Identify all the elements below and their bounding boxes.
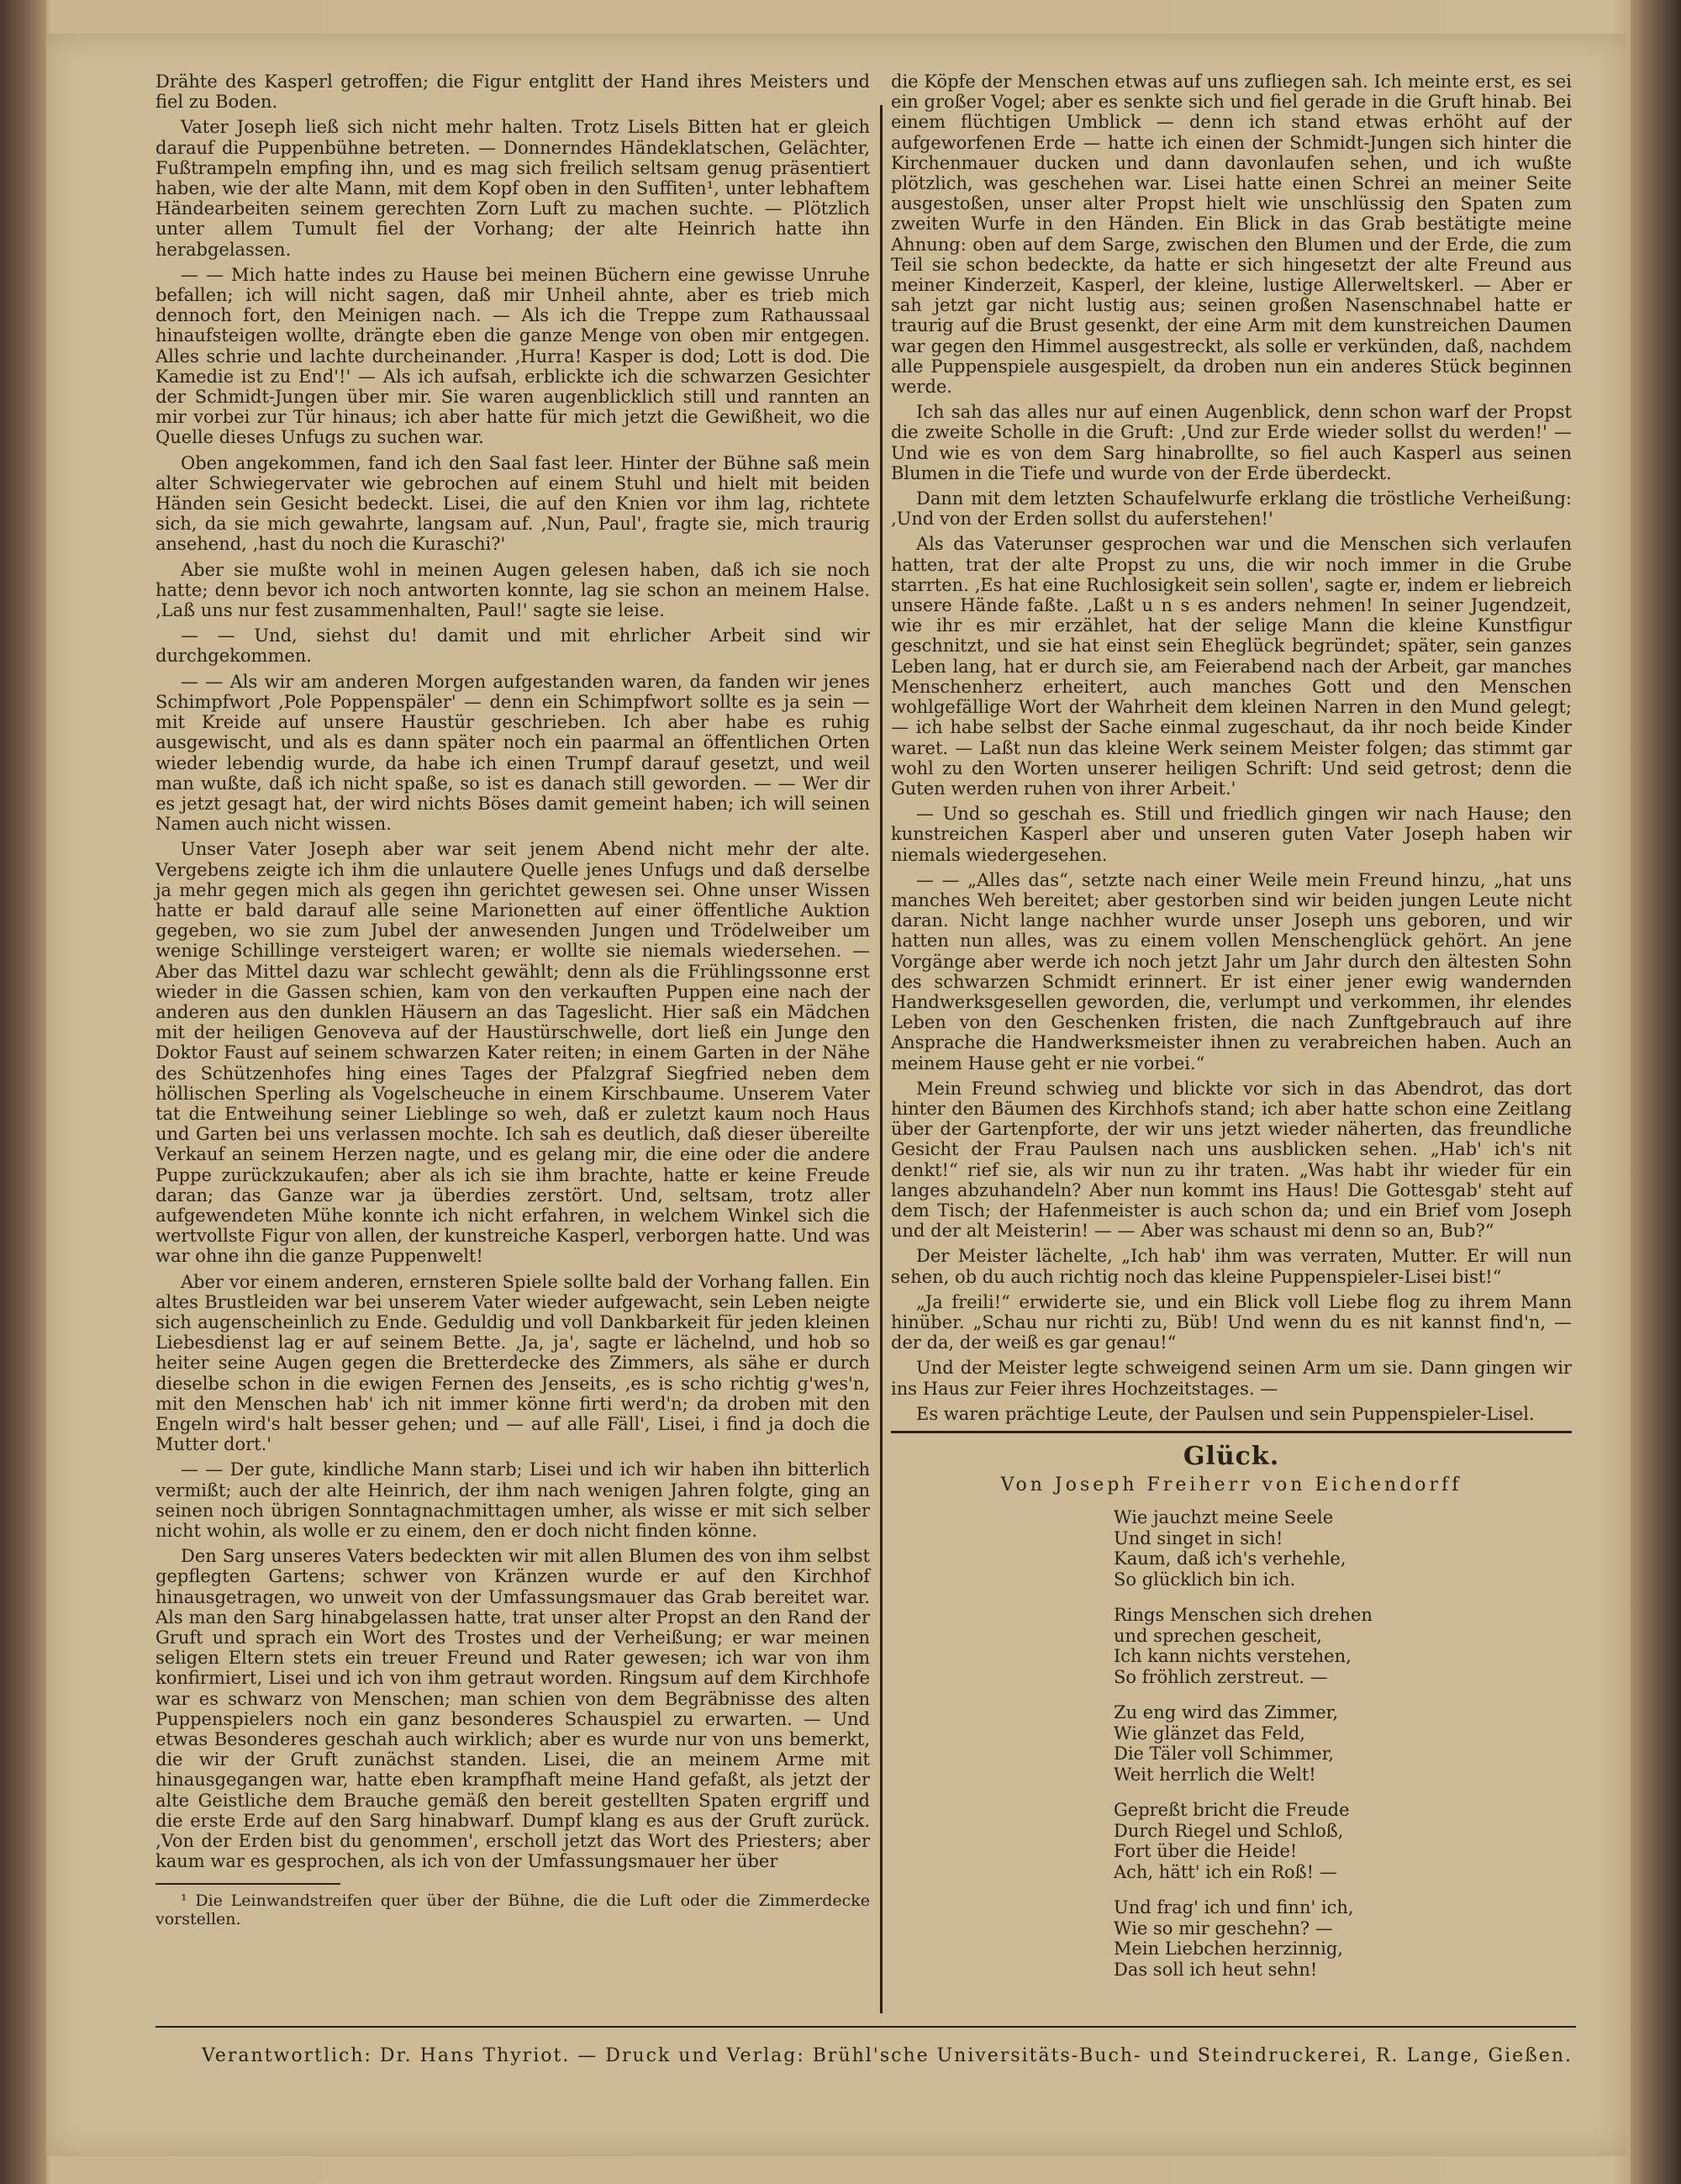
paragraph: — — Der gute, kindliche Mann starb; Lisei und ich wir haben ihn bitterlich vermißt; auch der alte Heinrich, der ihm nach wenigen Jahren folgte, ging an seinen noch übrigen Sonntagnachmittagen umher, als wisse er mit sich selber nicht wohin, als wolle er zu einem, den er doch nicht finden könne. [155, 1459, 870, 1542]
paragraph: Drähte des Kasperl getroffen; die Figur entglitt der Hand ihres Meisters und fiel zu Boden. [155, 71, 870, 113]
right-page-edge [1631, 0, 1681, 2184]
poem-line: Und singet in sich! [1114, 1527, 1283, 1548]
poem-stanza [1114, 1702, 1572, 1785]
poem-line: Ach, hätt' ich ein Roß! — [1114, 1861, 1337, 1882]
footnote-rule [155, 1883, 340, 1885]
left-paragraphs [155, 71, 870, 1871]
poem-line: Die Täler voll Schimmer, [1114, 1744, 1335, 1765]
paragraph: Als das Vaterunser gesprochen war und die Menschen sich verlaufen hatten, trat der alte Propst zu uns, die wir noch immer in die Grube starrten. ‚Es hat eine Ruchlosigkeit sein sollen', sagte er, indem er liebreich unsere Hände faßte. ‚Laßt u n s es anders nehmen! In seiner Jugendzeit, wie ihr es mir erzählet, hat der selige Mann die kleine Kunstfigur geschnitzt, und sie hat einst sein Eheglück begründet; später, sein ganzes Leben lang, hat er durch sie, am Feierabend nach der Arbeit, gar manches Menschenherz erheitert, auch manches Gott und den Menschen wohlgefällige Wort der Wahrheit dem kleinen Narren in den Mund gelegt; — ich habe selbst der Sache einmal zugeschaut, da ihr noch beide Kinder waret. — Laßt nun das kleine Werk seinem Meister folgen; das stimmt gar wohl zu den Worten unserer heiligen Schrift: Und seid getrost; denn die Guten werden ruhen von ihrer Arbeit.' [891, 534, 1572, 799]
paragraph: Aber vor einem anderen, ernsteren Spiele sollte bald der Vorhang fallen. Ein altes Brustleiden war bei unserem Vater wieder aufgewacht, sein Leben neigte sich augenscheinlich zu Ende. Geduldig und voll Dankbarkeit für jeden kleinen Liebesdienst lag er auf seinem Bette. ‚Ja, ja', sagte er lächelnd, und hob so heiter seine Augen gegen die Bretterdecke des Zimmers, als sähe er durch dieselbe schon in die ewigen Fernen des Jenseits, ‚es is scho richtig g'wes'n, mit den Menschen hab' ich nit immer könne firti werd'n; da droben mit den Engeln wird's halt besser gehen; und — auf alle Fäll', Lisei, i find ja doch die Mutter dort.' [155, 1271, 870, 1455]
poem-line: Kaum, daß ich's verhehle, [1114, 1548, 1346, 1569]
paragraph: Unser Vater Joseph aber war seit jenem Abend nicht mehr der alte. Vergebens zeigte ich ihm die unlautere Quelle jenes Unfugs und daß derselbe ja mehr gegen mich als gegen ihn gerichtet gewesen sei. Ohne unser Wissen hatte er bald darauf alle seine Marionetten auf einer öffentliche Auktion gegeben, wo sie zum Jubel der anwesenden Jungen und Trödelweiber um wenige Schillinge versteigert waren; er wollte sie niemals wiedersehen. — Aber das Mittel dazu war schlecht gewählt; denn als die Frühlingssonne erst wieder in die Gassen schien, kam von den verkauften Puppen eine nach der anderen aus den dunklen Häusern an das Tageslicht. Hier saß ein Mädchen mit der heiligen Genoveva auf der Haustürschwelle, dort ließ ein Junge den Doktor Faust auf seinem schwarzen Kater reiten; in einem Garten in der Nähe des Schützenhofes hing eines Tages der Pfalzgraf Siegfried neben dem höllischen Sperling als Vogelscheuche in einem Kirschbaume. Unserem Vater tat die Entweihung seiner Lieblinge so weh, daß er zuletzt kaum noch Haus und Garten bei uns verlassen mochte. Ich sah es deutlich, daß dieser übereilte Verkauf an seinem Herzen nagte, und es gelang mir, die eine oder die andere Puppe zurückzukaufen; aber als ich sie ihm brachte, hatte er keine Freude daran; das Ganze war ja überdies zerstört. Und, seltsam, trotz aller aufgewendeten Mühe konnte ich nicht erfahren, in welchem Winkel sich die wertvollste Figur von allen, der kunstreiche Kasperl, verborgen hatte. Und was war ohne ihn die ganze Puppenwelt! [155, 839, 870, 1267]
poem-line: Und frag' ich und finn' ich, [1114, 1897, 1354, 1918]
poem-line: Mein Liebchen herzinnig, [1114, 1939, 1343, 1960]
paragraph: Ich sah das alles nur auf einen Augenblick, denn schon warf der Propst die zweite Scholle in die Gruft: ‚Und zur Erde wieder sollst du werden!' — Und wie es von dem Sarg hinabrollte, so fiel auch Kasperl aus seinen Blumen in die Tiefe und wurde von der Erde überdeckt. [891, 402, 1572, 483]
paragraph: die Köpfe der Menschen etwas auf uns zufliegen sah. Ich meinte erst, es sei ein großer Vogel; aber es senkte sich und fiel gerade in die Gruft hinab. Bei einem flüchtigen Umblick — denn ich stand etwas erhöht auf der aufgeworfenen Erde — hatte ich einen der Schmidt-Jungen sich hinter die Kirchenmauer ducken und dann davonlaufen sehen, und ich wußte plötzlich, was geschehen war. Lisei hatte einen Schrei an meiner Seite ausgestoßen, unser alter Propst hielt wie unschlüssig den Spaten zum zweiten Wurfe in den Händen. Ein Blick in das Grab bestätigte meine Ahnung: oben auf dem Sarge, zwischen den Blumen und der Erde, die zum Teil sie schon bedeckte, da hatte er sich hingesetzt der alte Freund aus meiner Kinderzeit, Kasperl, der kleine, lustige Allerweltskerl. — Aber er sah jetzt gar nicht lustig aus; seinen großen Nasenschnabel hatte er traurig auf die Brust gesenkt, der eine Arm mit dem kunstreichen Daumen war gegen den Himmel ausgestreckt, als solle er verkünden, daß, nachdem alle Puppenspiele ausgespielt, da droben nun ein anderes Stück beginnen werde. [891, 71, 1572, 398]
paragraph: — — „Alles das“, setzte nach einer Weile mein Freund hinzu, „hat uns manches Weh bereitet; aber gestorben sind wir beiden jungen Leute nicht daran. Nicht lange nachher wurde unser Joseph uns geboren, und wir hatten nun alles, was zu einem vollen Menschenglück gehört. An jene Vorgänge aber werde ich noch jetzt Jahr um Jahr durch den ältesten Sohn des schwarzen Schmidt erinnert. Er ist einer jener ewig wandernden Handwerksgesellen geworden, die, verlumpt und verkommen, ihr elendes Leben von den Geschenken fristen, die nach Zunftgebrauch auf ihre Ansprache die Handwerksmeister ihnen zu verabreichen haben. Auch an meinem Hause geht er nie vorbei.“ [891, 869, 1572, 1074]
poem-line: Ich kann nichts verstehen, [1114, 1646, 1352, 1667]
poem-stanza [1114, 1605, 1572, 1687]
paragraph: Dann mit dem letzten Schaufelwurfe erklang die tröstliche Verheißung: ‚Und von der Erden sollst du auferstehen!' [891, 488, 1572, 530]
poem-line: Durch Riegel und Schloß, [1114, 1820, 1344, 1841]
poem-line: Zu eng wird das Zimmer, [1114, 1702, 1339, 1723]
paragraph: Und der Meister legte schweigend seinen Arm um sie. Dann gingen wir ins Haus zur Feier ihres Hochzeitstages. — [891, 1358, 1572, 1399]
poem-line: Wie glänzet das Feld, [1114, 1722, 1305, 1744]
paragraph: — — Und, siehst du! damit und mit ehrlicher Arbeit sind wir durchgekommen. [155, 625, 870, 667]
poem-title: Glück. [1183, 1442, 1280, 1471]
right-text-column [891, 71, 1572, 1995]
paragraph: Oben angekommen, fand ich den Saal fast leer. Hinter der Bühne saß mein alter Schwiegervater wie gebrochen auf einem Stuhl und hielt mit beiden Händen sein Gesicht bedeckt. Lisei, die auf den Knien vor ihm lag, richtete sich, da sie mich gewahrte, langsam auf. ‚Nun, Paul', fragte sie, mich traurig ansehend, ‚hast du noch die Kuraschi?' [155, 452, 870, 555]
paragraph: Es waren prächtige Leute, der Paulsen und sein Puppenspieler-Lisel. [916, 1403, 1535, 1424]
paragraph: — — Mich hatte indes zu Hause bei meinen Büchern eine gewisse Unruhe befallen; ich will nicht sagen, daß mir Unheil ahnte, aber es trieb mich dennoch fort, den Meinigen nach. — Als ich die Treppe zum Rathaussaal hinaufsteigen wollte, drängte eben die ganze Menge von oben mir entgegen. Alles schrie und lachte durcheinander. ‚Hurra! Kasper is dod; Lott is dod. Die Kamedie ist zu End'!' — Als ich aufsah, erblickte ich die schwarzen Gesichter der Schmidt-Jungen über mir. Sie waren augenblicklich still und rannten an mir vorbei zur Tür hinaus; ich aber hatte für mich jetzt die Gewißheit, wo die Quelle dieses Unfugs zu suchen war. [155, 264, 870, 448]
footnote: ¹ Die Leinwandstreifen quer über der Bühne, die die Luft oder die Zimmerdecke vorstellen. [155, 1891, 870, 1929]
paragraph: Aber sie mußte wohl in meinen Augen gelesen haben, daß ich sie noch hatte; denn bevor ich noch antworten konnte, lag sie schon an meinem Halse. ‚Laß uns nur fest zusammenhalten, Paul!' sagte sie leise. [155, 559, 870, 621]
paragraph: Mein Freund schwieg und blickte vor sich in das Abendrot, das dort hinter den Bäumen des Kirchhofs stand; ich aber hatte schon eine Zeitlang über der Gartenpforte, der wir uns jetzt wieder näherten, das freundliche Gesicht der Frau Paulsen nach uns ausblicken sehen. „Hab' ich's nit denkt!“ rief sie, als wir nun zu ihr traten. „Was habt ihr wieder für ein langes abzuhandeln? Aber nun kommt ins Haus! Die Gottesgab' steht auf dem Tisch; der Hafenmeister is auch schon da; und ein Brief vom Joseph und der alt Meisterin! — — Aber was schaust mi denn so an, Bub?“ [891, 1078, 1572, 1242]
poem-line: Wie so mir geschehn? — [1114, 1918, 1333, 1939]
poem-line: Fort über die Heide! [1114, 1841, 1298, 1862]
poem-line: Weit herrlich die Welt! [1114, 1764, 1316, 1785]
paragraph: — — Als wir am anderen Morgen aufgestanden waren, da fanden wir jenes Schimpfwort ‚Pole Poppenspäler' — denn ein Schimpfwort sollte es ja sein — mit Kreide auf unsere Haustür geschrieben. Ich aber habe es ruhig ausgewischt, und als es dann später noch ein paarmal an öffentlichen Orten wieder lebendig wurde, da habe ich einen Trumpf darauf gesetzt, und weil man wußte, daß ich nicht spaße, so ist es danach still geworden. — — Wer dir es jetzt gesagt hat, der wird nichts Böses damit gemeint haben; ich will seinen Namen auch nicht wissen. [155, 671, 870, 835]
imprint: Verantwortlich: Dr. Hans Thyriot. — Druck und Verlag: Brühl'sche Universitäts-Buch- und Steindruckerei, R. Lange, Gießen. [202, 2045, 1573, 2066]
poem-line: So glücklich bin ich. [1114, 1569, 1296, 1590]
paragraph: Vater Joseph ließ sich nicht mehr halten. Trotz Lisels Bitten hat er gleich darauf die Puppenbühne betreten. — Donnerndes Händeklatschen, Gelächter, Fußtrampeln empfing ihn, und es mag sich freilich seltsam genug präsentiert haben, wie der alte Mann, mit dem Kopf oben in den Suffiten¹, unter lebhaftem Händearbeiten seinem gerechten Zorn Luft zu machen suchte. — Plötzlich unter allem Tumult fiel der Vorhang; der alte Heinrich hatte ihn herabgelassen. [155, 117, 870, 260]
poem-line: So fröhlich zerstreut. — [1114, 1666, 1328, 1687]
poem-line: Gepreßt bricht die Freude [1114, 1800, 1350, 1821]
poem-line: Das soll ich heut sehn! [1114, 1959, 1318, 1980]
paragraph: „Ja freili!“ erwiderte sie, und ein Blick voll Liebe flog zu ihrem Mann hinüber. „Schau nur richti zu, Büb! Und wenn du es nit kannst find'n, — der da, der weiß es gar genau!“ [891, 1291, 1572, 1353]
paragraph: Der Meister lächelte, „Ich hab' ihm was verraten, Mutter. Er will nun sehen, ob du auch richtig noch das kleine Puppenspieler-Lisei bist!“ [891, 1246, 1572, 1287]
poem-stanza [1114, 1507, 1572, 1590]
column-divider [880, 105, 883, 2013]
left-page-edge [0, 0, 46, 2184]
imprint-rule [155, 2026, 1576, 2028]
poem-line: und sprechen gescheit, [1114, 1625, 1322, 1646]
poem-line: Wie jauchzt meine Seele [1114, 1507, 1334, 1528]
poem-author: Von Joseph Freiherr von Eichendorff [1000, 1474, 1462, 1496]
poem-stanza [1114, 1800, 1572, 1882]
poem-stanza [1114, 1897, 1572, 1980]
poem-line: Rings Menschen sich drehen [1114, 1605, 1373, 1626]
story-end-rule [891, 1431, 1572, 1433]
paragraph: Den Sarg unseres Vaters bedeckten wir mit allen Blumen des von ihm selbst gepflegten Gartens; schwer von Kränzen wurde er auf den Kirchhof hinausgetragen, wo unweit von der Umfassungsmauer das Grab bereitet war. Als man den Sarg hinabgelassen hatte, trat unser alter Propst an den Rand der Gruft und sprach ein Wort des Trostes und der Verheißung; er war meinen seligen Eltern stets ein treuer Freund und Rater gewesen; ich war von ihm konfirmiert, Lisei und ich von ihm getraut worden. Ringsum auf dem Kirchhofe war es schwarz von Menschen; man schien von dem Begräbnisse des alten Puppenspielers noch ein ganz besonderes Schauspiel zu erwarten. — Und etwas Besonderes geschah auch wirklich; aber es wurde nur von uns bemerkt, die wir der Gruft zunächst standen. Lisei, die an meinem Arme mit hinausgegangen war, hatte eben krampfhaft meine Hand gefaßt, als jetzt der alte Geistliche dem Brauche gemäß den bereit gestellten Spaten ergriff und die erste Erde auf den Sarg hinabwarf. Dumpf klang es aus der Gruft zurück. ‚Von der Erden bist du genommen', erscholl jetzt das Wort des Priesters; aber kaum war es gesprochen, als ich von der Umfassungsmauer her über [155, 1546, 870, 1872]
paragraph: — Und so geschah es. Still und friedlich gingen wir nach Hause; den kunstreichen Kasperl aber und unseren guten Vater Joseph haben wir niemals wiedergesehen. [891, 804, 1572, 865]
left-text-column [155, 71, 870, 1928]
poem-body [1114, 1507, 1572, 1980]
right-paragraphs [891, 71, 1572, 1424]
